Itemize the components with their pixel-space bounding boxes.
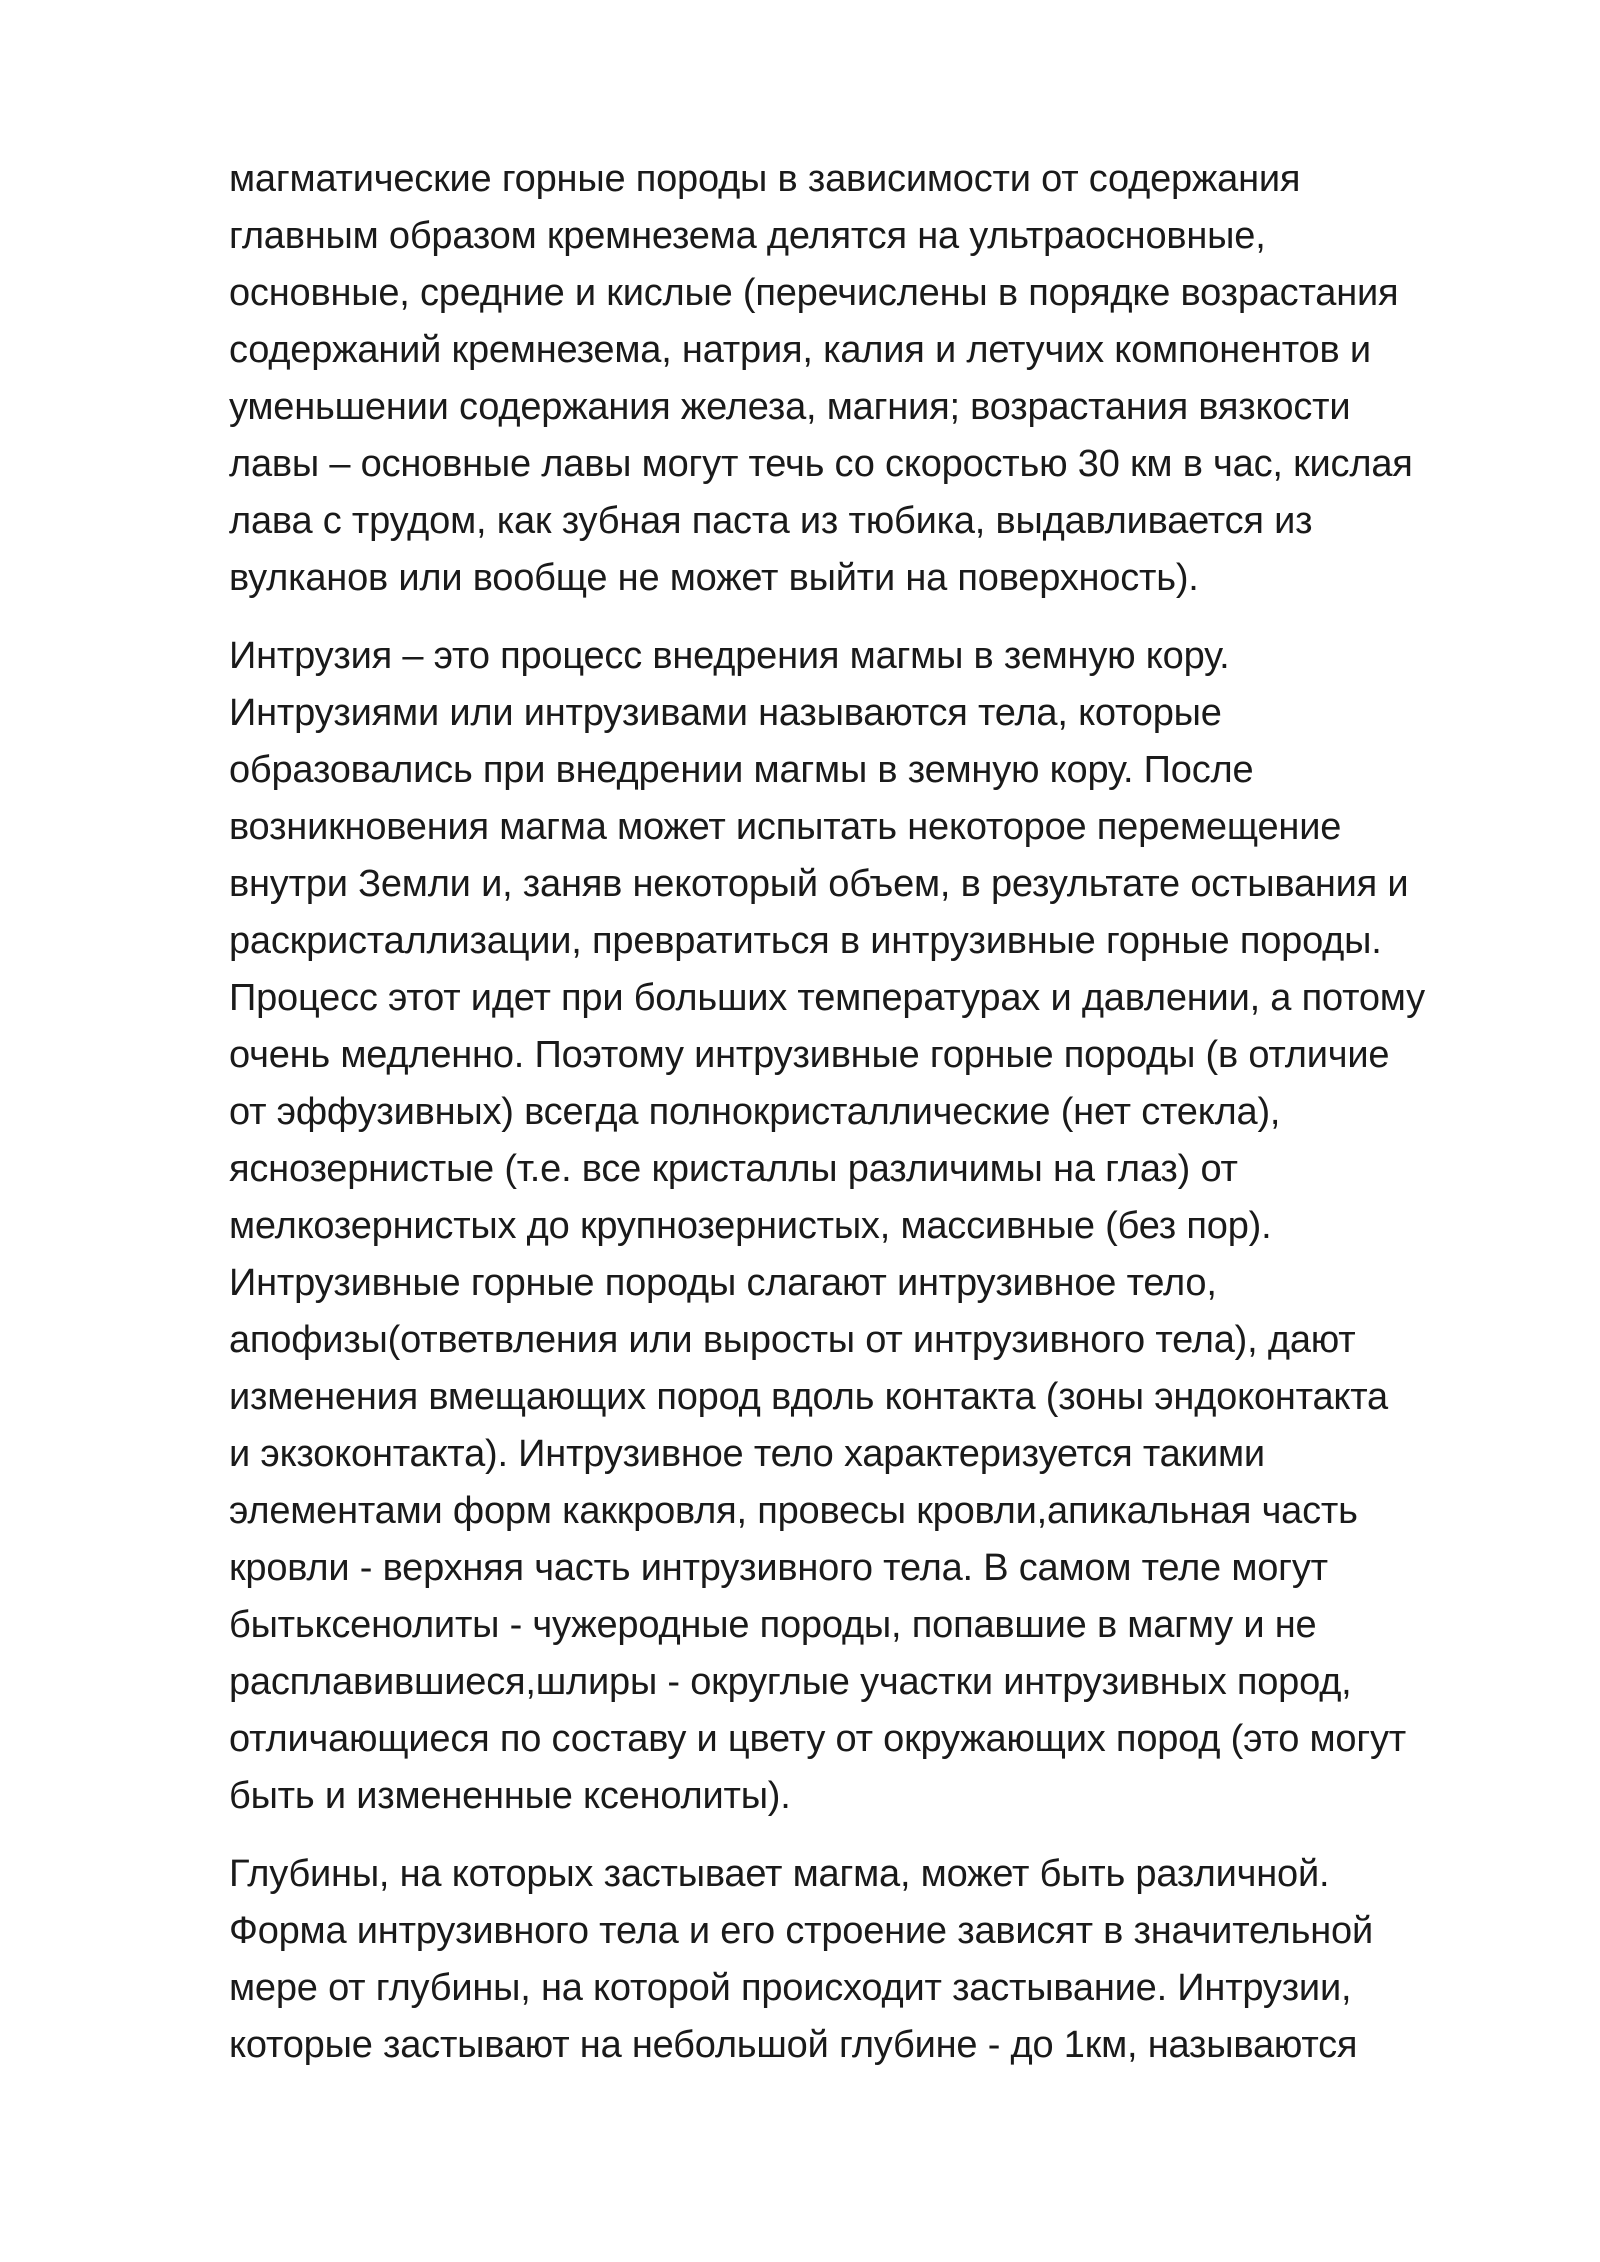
text-line: яснозернистые (т.е. все кристаллы различимы на глаз) от bbox=[229, 1148, 1238, 1190]
document-body bbox=[229, 151, 1509, 2095]
text-line: Интрузия – это процесс внедрения магмы в земную кору. bbox=[229, 635, 1230, 677]
text-line: быть и измененные ксенолиты). bbox=[229, 1775, 791, 1817]
text-line: возникновения магма может испытать некоторое перемещение bbox=[229, 806, 1342, 848]
text-line: Интрузивные горные породы слагают интрузивное тело, bbox=[229, 1262, 1217, 1304]
text-line: Интрузиями или интрузивами называются тела, которые bbox=[229, 692, 1222, 734]
text-line: отличающиеся по составу и цвету от окружающих пород (это могут bbox=[229, 1718, 1407, 1760]
text-line: бытьксенолиты - чужеродные породы, попавшие в магму и не bbox=[229, 1604, 1317, 1646]
text-line: уменьшении содержания железа, магния; возрастания вязкости bbox=[229, 386, 1351, 428]
text-line: внутри Земли и, заняв некоторый объем, в результате остывания и bbox=[229, 863, 1409, 905]
text-line: Глубины, на которых застывает магма, может быть различной. bbox=[229, 1853, 1330, 1895]
text-line: апофизы(ответвления или выросты от интрузивного тела), дают bbox=[229, 1319, 1356, 1361]
text-line: лава с трудом, как зубная паста из тюбика, выдавливается из bbox=[229, 500, 1313, 542]
text-line: главным образом кремнезема делятся на ультраосновные, bbox=[229, 215, 1266, 257]
text-line: и экзоконтакта). Интрузивное тело характеризуется такими bbox=[229, 1433, 1265, 1475]
text-line: мелкозернистых до крупнозернистых, массивные (без пор). bbox=[229, 1205, 1272, 1247]
text-line: кровли - верхняя часть интрузивного тела. В самом теле могут bbox=[229, 1547, 1328, 1589]
text-line: вулканов или вообще не может выйти на поверхность). bbox=[229, 557, 1199, 599]
text-line: раскристаллизации, превратиться в интрузивные горные породы. bbox=[229, 920, 1382, 962]
text-line: Процесс этот идет при больших температурах и давлении, а потому bbox=[229, 977, 1425, 1019]
text-line: лавы – основные лавы могут течь со скоростью 30 км в час, кислая bbox=[229, 443, 1413, 485]
text-line: которые застывают на небольшой глубине - до 1км, называются bbox=[229, 2024, 1358, 2066]
text-line: расплавившиеся,шлиры - округлые участки интрузивных пород, bbox=[229, 1661, 1352, 1703]
text-line: магматические горные породы в зависимости от содержания bbox=[229, 158, 1301, 200]
text-line: элементами форм каккровля, провесы кровли,апикальная часть bbox=[229, 1490, 1358, 1532]
text-line: от эффузивных) всегда полнокристаллические (нет стекла), bbox=[229, 1091, 1281, 1133]
paragraph bbox=[229, 1846, 1509, 2074]
text-line: основные, средние и кислые (перечислены в порядке возрастания bbox=[229, 272, 1399, 314]
text-line: очень медленно. Поэтому интрузивные горные породы (в отличие bbox=[229, 1034, 1390, 1076]
paragraph bbox=[229, 151, 1509, 607]
text-line: Форма интрузивного тела и его строение зависят в значительной bbox=[229, 1910, 1373, 1952]
paragraph bbox=[229, 628, 1509, 1825]
text-line: мере от глубины, на которой происходит застывание. Интрузии, bbox=[229, 1967, 1352, 2009]
text-line: образовались при внедрении магмы в земную кору. После bbox=[229, 749, 1254, 791]
text-line: изменения вмещающих пород вдоль контакта (зоны эндоконтакта bbox=[229, 1376, 1388, 1418]
text-line: содержаний кремнезема, натрия, калия и летучих компонентов и bbox=[229, 329, 1371, 371]
